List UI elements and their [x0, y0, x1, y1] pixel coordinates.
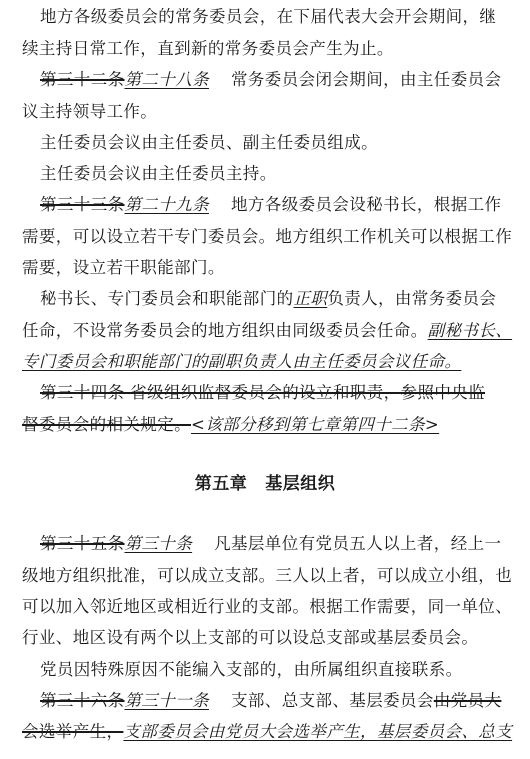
article-33-line: [40, 194, 516, 216]
paragraph-line: [22, 226, 513, 248]
deleted-article-number: 第三十六条: [40, 691, 125, 710]
text: 负责人，由常务委员会: [327, 289, 497, 308]
deleted-text: 会选举产生，: [22, 722, 124, 741]
chapter-heading: [0, 469, 530, 494]
text: 党员因特殊原因不能编入支部的，由所属组织直接联系。: [40, 660, 463, 679]
text: 任命，不设常务委员会的地方组织由同级委员会任命。: [22, 321, 428, 340]
paragraph-line: [22, 320, 513, 342]
paragraph-line: [22, 101, 498, 123]
deleted-article-number: 第三十五条: [40, 534, 125, 553]
inserted-text: 正职: [293, 289, 328, 308]
paragraph-line: [40, 132, 516, 154]
inserted-text: 支部委员会由党员大会选举产生，基层委员会、总支: [123, 722, 513, 741]
article-36-line: [40, 690, 516, 712]
text: 地方各级委员会设秘书长，根据工作: [231, 195, 502, 214]
text: 凡基层单位有党员五人以上者，经上一: [214, 534, 502, 553]
paragraph-line: [40, 659, 516, 681]
deleted-text: 第三十四条 省级组织监督委员会的设立和职责，参照中央监: [40, 383, 486, 402]
text: 主任委员会议由主任委员、副主任委员组成。: [40, 133, 378, 152]
paragraph-line: [22, 721, 513, 743]
article-32-line: [40, 69, 516, 91]
inserted-article-number: 第二十八条: [124, 70, 209, 89]
article-34-line: [40, 382, 516, 404]
inserted-note: <该部分移到第七章第四十二条>: [191, 415, 440, 434]
text: 主任委员会议由主任委员主持。: [40, 164, 277, 183]
inserted-article-number: 第三十一条: [124, 691, 209, 710]
text: 级地方组织批准，可以成立支部。三人以上者，可以成立小组，也: [22, 566, 513, 585]
text: 秘书长、专门委员会和职能部门的: [40, 289, 294, 308]
text: 地方各级委员会的常务委员会，在下届代表大会开会期间，继: [40, 7, 497, 26]
paragraph-line: [22, 414, 498, 436]
text: 可以加入邻近地区或相近行业的支部。根据工作需要，同一单位、: [22, 597, 513, 616]
chapter-number: 第五章: [194, 474, 248, 494]
chapter-title: 基层组织: [265, 474, 336, 494]
inserted-text: 专门委员会和职能部门的副职负责人由主任委员会议任命。: [22, 352, 462, 371]
paragraph-line: [22, 596, 513, 618]
inserted-article-number: 第二十九条: [124, 195, 209, 214]
inserted-article-number: 第三十条: [124, 534, 193, 553]
paragraph-line: [22, 565, 513, 587]
text: 需要，可以设立若干专门委员会。地方组织工作机关可以根据工作: [22, 227, 513, 246]
text: 需要，设立若干职能部门。: [22, 258, 225, 277]
paragraph-line: [40, 6, 516, 28]
text: 常务委员会闭会期间，由主任委员会: [231, 70, 502, 89]
paragraph-line: [22, 38, 498, 60]
article-35-line: [40, 533, 516, 555]
deleted-article-number: 第三十三条: [40, 195, 125, 214]
text: 行业、地区设有两个以上支部的可以设总支部或基层委员会。: [22, 628, 479, 647]
inserted-text: 副秘书长、: [427, 321, 513, 340]
paragraph-line: [22, 351, 498, 373]
paragraph-line: [22, 627, 498, 649]
paragraph-line: [22, 257, 498, 279]
deleted-text: 由党员大: [433, 691, 502, 710]
deleted-article-number: 第三十二条: [40, 70, 125, 89]
text: 支部、总支部、基层委员会: [231, 691, 434, 710]
paragraph-line: [40, 163, 516, 185]
paragraph-line: [40, 288, 516, 310]
deleted-text: 督委员会的相关规定。: [22, 415, 191, 434]
text: 议主持领导工作。: [22, 102, 158, 121]
text: 续主持日常工作，直到新的常务委员会产生为止。: [22, 39, 394, 58]
